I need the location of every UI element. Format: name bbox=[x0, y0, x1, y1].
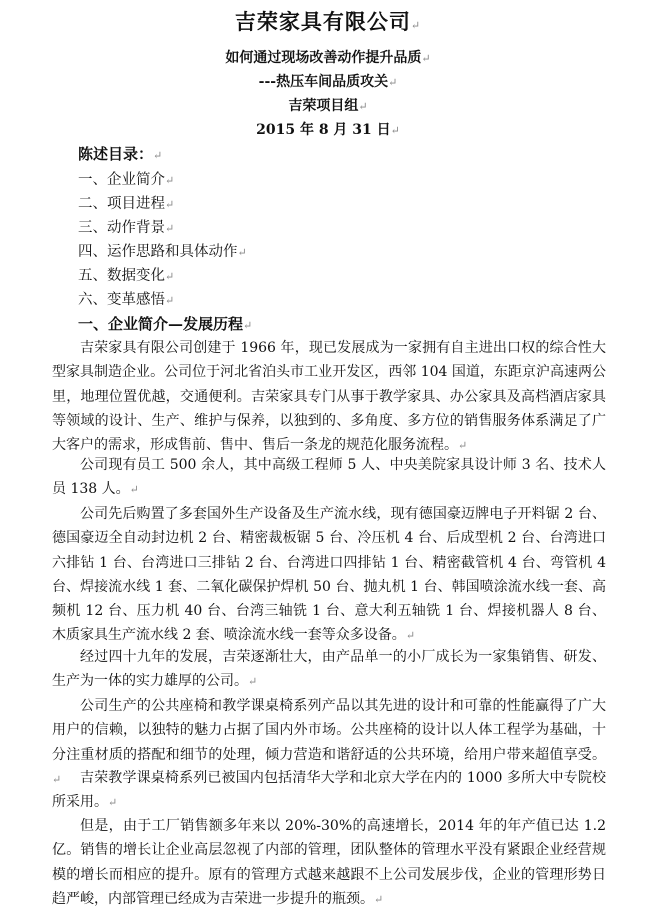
toc-item: 四、运作思路和具体动作↵ bbox=[78, 244, 247, 260]
paragraph-equipment: 公司先后购置了多套国外生产设备及生产流水线，现有德国豪迈牌电子开料锯 2 台、德国豪迈全自动封边机 2 台、精密裁板锯 5 台、冷压机 4 台、后成型机 2 台、台湾进口六排钻 1 台、台湾进口三排钻 2 台、台湾进口四排钻 1 台、精密截管机 4 台、弯管机 4 台、焊接流水线 1 套、二氧化碳保护焊机 50 台、抛丸机 1 台、韩国喷涂流水线一套、高频机 12 台、压力机 40 台、台湾三轴铣 1 台、意大利五轴铣 1 台、焊接机器人 8 台、木质家具生产流水线 2 套、喷涂流水线一套等众多设备。↵ bbox=[52, 506, 606, 644]
toc-item: 六、变革感悟↵ bbox=[78, 292, 175, 308]
paragraph-growth: 经过四十九年的发展，吉荣逐渐壮大，由产品单一的小厂成长为一家集销售、研发、生产为一体的实力雄厚的公司。↵ bbox=[52, 649, 606, 690]
toc-item: 三、动作背景↵ bbox=[78, 220, 175, 236]
report-date: 2015 年 8 月 31 日↵ bbox=[256, 122, 400, 138]
section-heading: 一、企业简介—发展历程↵ bbox=[78, 315, 253, 333]
subtitle-main: 如何通过现场改善动作提升品质↵ bbox=[225, 50, 431, 66]
toc-item: 二、项目进程↵ bbox=[78, 196, 175, 212]
paragraph-company-intro: 吉荣家具有限公司创建于 1966 年，现已发展成为一家拥有自主进出口权的综合性大型家具制造企业。公司位于河北省泊头市工业开发区，西邻 104 国道，东距京沪高速两公里，地理位置优越，交通便利。吉荣家具专门从事于教学家具、办公家具及高档酒店家具等领域的设计、生产、维护与保养，以独到的、多角度、多方位的销售服务体系满足了广大客户的需求，形成售前、售中、售后一条龙的规范化服务流程。↵ bbox=[52, 340, 606, 454]
toc-item: 五、数据变化↵ bbox=[78, 268, 175, 284]
toc-heading: 陈述目录：↵ bbox=[78, 145, 163, 163]
team-name: 吉荣项目组↵ bbox=[288, 98, 368, 114]
toc-item: 一、企业简介↵ bbox=[78, 172, 175, 188]
paragraph-challenge: 但是，由于工厂销售额多年来以 20%-30%的高速增长，2014 年的年产值已达 1.2 亿。销售的增长让企业高层忽视了内部的管理，团队整体的管理水平没有紧跟企业经营规模的增长而相应的提升。原有的管理方式越来越跟不上公司发展步伐，企业的管理形势日趋严峻，内部管理已经成为吉荣进一步提升的瓶颈。↵ bbox=[52, 818, 606, 907]
company-title: 吉荣家具有限公司↵ bbox=[234, 9, 422, 34]
paragraph-staff: 公司现有员工 500 余人，其中高级工程师 5 人、中央美院家具设计师 3 名、技术人员 138 人。↵ bbox=[52, 457, 606, 498]
subtitle-secondary: ---热压车间品质攻关↵ bbox=[258, 74, 398, 90]
paragraph-adoption: 吉荣教学课桌椅系列已被国内包括清华大学和北京大学在内的 1000 多所大中专院校所采用。↵ bbox=[52, 770, 606, 811]
paragraph-products: 公司生产的公共座椅和教学课桌椅系列产品以其先进的设计和可靠的性能赢得了广大用户的信赖，以独特的魅力占据了国内外市场。公共座椅的设计以人体工程学为基础，十分注重材质的搭配和细节的处理，倾力营造和谐舒适的公共环境，给用户带来超值享受。↵ bbox=[52, 698, 606, 786]
